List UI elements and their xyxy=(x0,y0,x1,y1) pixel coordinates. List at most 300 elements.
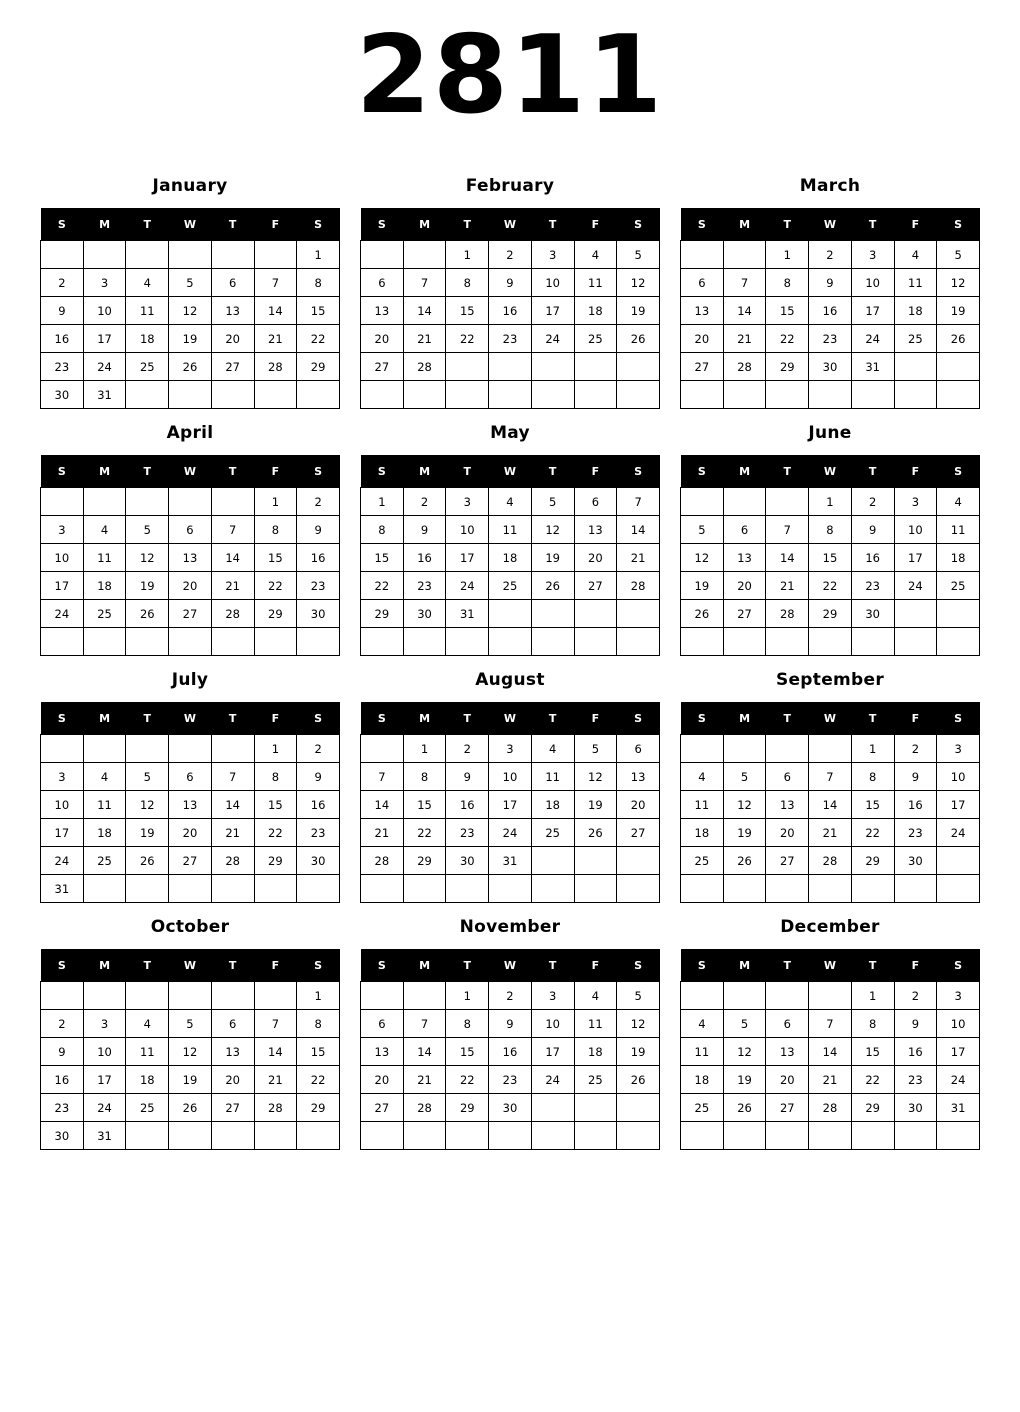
day-cell[interactable]: 7 xyxy=(809,1010,852,1038)
day-cell[interactable]: 4 xyxy=(126,1010,169,1038)
day-cell[interactable]: 3 xyxy=(489,735,532,763)
day-cell[interactable]: 31 xyxy=(41,875,84,903)
day-cell[interactable]: 19 xyxy=(169,1066,212,1094)
day-cell[interactable]: 14 xyxy=(403,297,446,325)
day-cell[interactable]: 16 xyxy=(809,297,852,325)
day-cell[interactable]: 23 xyxy=(894,819,937,847)
day-cell[interactable]: 26 xyxy=(169,1094,212,1122)
day-cell[interactable]: 30 xyxy=(41,1122,84,1150)
day-cell[interactable]: 24 xyxy=(83,1094,126,1122)
day-cell[interactable]: 9 xyxy=(41,1038,84,1066)
day-cell[interactable]: 5 xyxy=(126,763,169,791)
day-cell[interactable]: 9 xyxy=(809,269,852,297)
day-cell[interactable]: 17 xyxy=(894,544,937,572)
day-cell[interactable]: 25 xyxy=(574,325,617,353)
day-cell[interactable]: 10 xyxy=(531,269,574,297)
day-cell[interactable]: 28 xyxy=(403,1094,446,1122)
day-cell[interactable]: 6 xyxy=(617,735,660,763)
day-cell[interactable]: 8 xyxy=(809,516,852,544)
day-cell[interactable]: 29 xyxy=(851,847,894,875)
day-cell[interactable]: 24 xyxy=(531,1066,574,1094)
day-cell[interactable]: 18 xyxy=(894,297,937,325)
day-cell[interactable]: 17 xyxy=(83,1066,126,1094)
day-cell[interactable]: 19 xyxy=(681,572,724,600)
day-cell[interactable]: 26 xyxy=(681,600,724,628)
day-cell[interactable]: 30 xyxy=(809,353,852,381)
day-cell[interactable]: 7 xyxy=(403,1010,446,1038)
day-cell[interactable]: 26 xyxy=(617,325,660,353)
day-cell[interactable]: 5 xyxy=(723,763,766,791)
day-cell[interactable]: 14 xyxy=(361,791,404,819)
day-cell[interactable]: 21 xyxy=(809,819,852,847)
day-cell[interactable]: 10 xyxy=(531,1010,574,1038)
day-cell[interactable]: 8 xyxy=(297,1010,340,1038)
day-cell[interactable]: 25 xyxy=(489,572,532,600)
day-cell[interactable]: 2 xyxy=(41,1010,84,1038)
day-cell[interactable]: 27 xyxy=(211,1094,254,1122)
day-cell[interactable]: 22 xyxy=(851,819,894,847)
day-cell[interactable]: 13 xyxy=(211,297,254,325)
day-cell[interactable]: 12 xyxy=(723,1038,766,1066)
day-cell[interactable]: 14 xyxy=(211,791,254,819)
day-cell[interactable]: 6 xyxy=(169,763,212,791)
day-cell[interactable]: 4 xyxy=(681,1010,724,1038)
day-cell[interactable]: 22 xyxy=(851,1066,894,1094)
day-cell[interactable]: 17 xyxy=(41,572,84,600)
day-cell[interactable]: 31 xyxy=(83,1122,126,1150)
day-cell[interactable]: 16 xyxy=(297,791,340,819)
day-cell[interactable]: 24 xyxy=(894,572,937,600)
day-cell[interactable]: 14 xyxy=(403,1038,446,1066)
day-cell[interactable]: 13 xyxy=(361,297,404,325)
day-cell[interactable]: 2 xyxy=(446,735,489,763)
day-cell[interactable]: 24 xyxy=(531,325,574,353)
day-cell[interactable]: 9 xyxy=(446,763,489,791)
day-cell[interactable]: 24 xyxy=(937,1066,980,1094)
day-cell[interactable]: 26 xyxy=(723,1094,766,1122)
day-cell[interactable]: 22 xyxy=(446,325,489,353)
day-cell[interactable]: 28 xyxy=(766,600,809,628)
day-cell[interactable]: 11 xyxy=(937,516,980,544)
day-cell[interactable]: 14 xyxy=(809,1038,852,1066)
day-cell[interactable]: 16 xyxy=(894,1038,937,1066)
day-cell[interactable]: 9 xyxy=(41,297,84,325)
day-cell[interactable]: 24 xyxy=(83,353,126,381)
day-cell[interactable]: 21 xyxy=(617,544,660,572)
day-cell[interactable]: 18 xyxy=(126,1066,169,1094)
day-cell[interactable]: 20 xyxy=(211,1066,254,1094)
day-cell[interactable]: 19 xyxy=(617,297,660,325)
day-cell[interactable]: 25 xyxy=(126,353,169,381)
day-cell[interactable]: 19 xyxy=(126,572,169,600)
day-cell[interactable]: 15 xyxy=(766,297,809,325)
day-cell[interactable]: 5 xyxy=(723,1010,766,1038)
day-cell[interactable]: 16 xyxy=(297,544,340,572)
day-cell[interactable]: 16 xyxy=(489,297,532,325)
day-cell[interactable]: 26 xyxy=(574,819,617,847)
day-cell[interactable]: 9 xyxy=(894,763,937,791)
day-cell[interactable]: 13 xyxy=(766,791,809,819)
day-cell[interactable]: 21 xyxy=(766,572,809,600)
day-cell[interactable]: 10 xyxy=(446,516,489,544)
day-cell[interactable]: 22 xyxy=(297,1066,340,1094)
day-cell[interactable]: 2 xyxy=(403,488,446,516)
day-cell[interactable]: 19 xyxy=(574,791,617,819)
day-cell[interactable]: 5 xyxy=(126,516,169,544)
day-cell[interactable]: 12 xyxy=(681,544,724,572)
day-cell[interactable]: 13 xyxy=(681,297,724,325)
day-cell[interactable]: 3 xyxy=(41,516,84,544)
day-cell[interactable]: 28 xyxy=(211,847,254,875)
day-cell[interactable]: 20 xyxy=(766,1066,809,1094)
day-cell[interactable]: 1 xyxy=(766,241,809,269)
day-cell[interactable]: 4 xyxy=(681,763,724,791)
day-cell[interactable]: 29 xyxy=(254,847,297,875)
day-cell[interactable]: 21 xyxy=(211,819,254,847)
day-cell[interactable]: 27 xyxy=(617,819,660,847)
day-cell[interactable]: 6 xyxy=(361,269,404,297)
day-cell[interactable]: 18 xyxy=(574,1038,617,1066)
day-cell[interactable]: 27 xyxy=(169,847,212,875)
day-cell[interactable]: 6 xyxy=(766,763,809,791)
day-cell[interactable]: 14 xyxy=(211,544,254,572)
day-cell[interactable]: 22 xyxy=(254,819,297,847)
day-cell[interactable]: 12 xyxy=(169,1038,212,1066)
day-cell[interactable]: 7 xyxy=(254,1010,297,1038)
day-cell[interactable]: 12 xyxy=(937,269,980,297)
day-cell[interactable]: 22 xyxy=(403,819,446,847)
day-cell[interactable]: 13 xyxy=(169,791,212,819)
day-cell[interactable]: 6 xyxy=(681,269,724,297)
day-cell[interactable]: 18 xyxy=(681,1066,724,1094)
day-cell[interactable]: 26 xyxy=(531,572,574,600)
day-cell[interactable]: 19 xyxy=(617,1038,660,1066)
day-cell[interactable]: 1 xyxy=(403,735,446,763)
day-cell[interactable]: 4 xyxy=(894,241,937,269)
day-cell[interactable]: 31 xyxy=(83,381,126,409)
day-cell[interactable]: 5 xyxy=(169,1010,212,1038)
day-cell[interactable]: 17 xyxy=(446,544,489,572)
day-cell[interactable]: 6 xyxy=(211,1010,254,1038)
day-cell[interactable]: 17 xyxy=(41,819,84,847)
day-cell[interactable]: 12 xyxy=(574,763,617,791)
day-cell[interactable]: 20 xyxy=(361,325,404,353)
day-cell[interactable]: 11 xyxy=(894,269,937,297)
day-cell[interactable]: 25 xyxy=(894,325,937,353)
day-cell[interactable]: 9 xyxy=(403,516,446,544)
day-cell[interactable]: 5 xyxy=(617,241,660,269)
day-cell[interactable]: 21 xyxy=(403,325,446,353)
day-cell[interactable]: 30 xyxy=(41,381,84,409)
day-cell[interactable]: 1 xyxy=(851,982,894,1010)
day-cell[interactable]: 2 xyxy=(851,488,894,516)
day-cell[interactable]: 6 xyxy=(361,1010,404,1038)
day-cell[interactable]: 15 xyxy=(361,544,404,572)
day-cell[interactable]: 23 xyxy=(446,819,489,847)
day-cell[interactable]: 25 xyxy=(681,847,724,875)
day-cell[interactable]: 9 xyxy=(297,763,340,791)
day-cell[interactable]: 24 xyxy=(41,600,84,628)
day-cell[interactable]: 15 xyxy=(446,297,489,325)
day-cell[interactable]: 26 xyxy=(126,847,169,875)
day-cell[interactable]: 1 xyxy=(254,488,297,516)
day-cell[interactable]: 9 xyxy=(489,1010,532,1038)
day-cell[interactable]: 17 xyxy=(937,791,980,819)
day-cell[interactable]: 22 xyxy=(766,325,809,353)
day-cell[interactable]: 12 xyxy=(169,297,212,325)
day-cell[interactable]: 13 xyxy=(169,544,212,572)
day-cell[interactable]: 16 xyxy=(403,544,446,572)
day-cell[interactable]: 10 xyxy=(937,763,980,791)
day-cell[interactable]: 30 xyxy=(297,600,340,628)
day-cell[interactable]: 2 xyxy=(894,982,937,1010)
day-cell[interactable]: 23 xyxy=(851,572,894,600)
day-cell[interactable]: 29 xyxy=(446,1094,489,1122)
day-cell[interactable]: 25 xyxy=(531,819,574,847)
day-cell[interactable]: 31 xyxy=(489,847,532,875)
day-cell[interactable]: 29 xyxy=(297,353,340,381)
day-cell[interactable]: 29 xyxy=(809,600,852,628)
day-cell[interactable]: 1 xyxy=(254,735,297,763)
day-cell[interactable]: 17 xyxy=(531,297,574,325)
day-cell[interactable]: 15 xyxy=(851,1038,894,1066)
day-cell[interactable]: 9 xyxy=(489,269,532,297)
day-cell[interactable]: 21 xyxy=(403,1066,446,1094)
day-cell[interactable]: 28 xyxy=(254,353,297,381)
day-cell[interactable]: 12 xyxy=(531,516,574,544)
day-cell[interactable]: 18 xyxy=(937,544,980,572)
day-cell[interactable]: 21 xyxy=(254,1066,297,1094)
day-cell[interactable]: 10 xyxy=(83,1038,126,1066)
day-cell[interactable]: 4 xyxy=(574,982,617,1010)
day-cell[interactable]: 11 xyxy=(126,1038,169,1066)
day-cell[interactable]: 17 xyxy=(83,325,126,353)
day-cell[interactable]: 15 xyxy=(254,791,297,819)
day-cell[interactable]: 24 xyxy=(937,819,980,847)
day-cell[interactable]: 23 xyxy=(489,1066,532,1094)
day-cell[interactable]: 10 xyxy=(937,1010,980,1038)
day-cell[interactable]: 29 xyxy=(297,1094,340,1122)
day-cell[interactable]: 11 xyxy=(574,269,617,297)
day-cell[interactable]: 1 xyxy=(297,982,340,1010)
day-cell[interactable]: 7 xyxy=(723,269,766,297)
day-cell[interactable]: 7 xyxy=(211,763,254,791)
day-cell[interactable]: 19 xyxy=(723,1066,766,1094)
day-cell[interactable]: 21 xyxy=(361,819,404,847)
day-cell[interactable]: 29 xyxy=(851,1094,894,1122)
day-cell[interactable]: 2 xyxy=(489,982,532,1010)
day-cell[interactable]: 20 xyxy=(361,1066,404,1094)
day-cell[interactable]: 5 xyxy=(169,269,212,297)
day-cell[interactable]: 28 xyxy=(617,572,660,600)
day-cell[interactable]: 20 xyxy=(723,572,766,600)
day-cell[interactable]: 28 xyxy=(403,353,446,381)
day-cell[interactable]: 5 xyxy=(681,516,724,544)
day-cell[interactable]: 23 xyxy=(297,572,340,600)
day-cell[interactable]: 7 xyxy=(766,516,809,544)
day-cell[interactable]: 17 xyxy=(851,297,894,325)
day-cell[interactable]: 3 xyxy=(851,241,894,269)
day-cell[interactable]: 18 xyxy=(83,572,126,600)
day-cell[interactable]: 8 xyxy=(403,763,446,791)
day-cell[interactable]: 13 xyxy=(574,516,617,544)
day-cell[interactable]: 20 xyxy=(211,325,254,353)
day-cell[interactable]: 7 xyxy=(361,763,404,791)
day-cell[interactable]: 13 xyxy=(723,544,766,572)
day-cell[interactable]: 19 xyxy=(723,819,766,847)
day-cell[interactable]: 1 xyxy=(446,982,489,1010)
day-cell[interactable]: 10 xyxy=(489,763,532,791)
day-cell[interactable]: 23 xyxy=(41,1094,84,1122)
day-cell[interactable]: 27 xyxy=(681,353,724,381)
day-cell[interactable]: 15 xyxy=(297,1038,340,1066)
day-cell[interactable]: 26 xyxy=(723,847,766,875)
day-cell[interactable]: 25 xyxy=(681,1094,724,1122)
day-cell[interactable]: 22 xyxy=(446,1066,489,1094)
day-cell[interactable]: 2 xyxy=(894,735,937,763)
day-cell[interactable]: 29 xyxy=(766,353,809,381)
day-cell[interactable]: 8 xyxy=(766,269,809,297)
day-cell[interactable]: 3 xyxy=(83,269,126,297)
day-cell[interactable]: 9 xyxy=(851,516,894,544)
day-cell[interactable]: 29 xyxy=(403,847,446,875)
day-cell[interactable]: 4 xyxy=(83,763,126,791)
day-cell[interactable]: 16 xyxy=(41,1066,84,1094)
day-cell[interactable]: 18 xyxy=(489,544,532,572)
day-cell[interactable]: 7 xyxy=(403,269,446,297)
day-cell[interactable]: 17 xyxy=(489,791,532,819)
day-cell[interactable]: 11 xyxy=(531,763,574,791)
day-cell[interactable]: 1 xyxy=(446,241,489,269)
day-cell[interactable]: 27 xyxy=(766,847,809,875)
day-cell[interactable]: 3 xyxy=(531,982,574,1010)
day-cell[interactable]: 19 xyxy=(126,819,169,847)
day-cell[interactable]: 21 xyxy=(723,325,766,353)
day-cell[interactable]: 4 xyxy=(489,488,532,516)
day-cell[interactable]: 3 xyxy=(894,488,937,516)
day-cell[interactable]: 14 xyxy=(723,297,766,325)
day-cell[interactable]: 20 xyxy=(617,791,660,819)
day-cell[interactable]: 23 xyxy=(894,1066,937,1094)
day-cell[interactable]: 24 xyxy=(446,572,489,600)
day-cell[interactable]: 10 xyxy=(41,544,84,572)
day-cell[interactable]: 15 xyxy=(851,791,894,819)
day-cell[interactable]: 11 xyxy=(83,544,126,572)
day-cell[interactable]: 15 xyxy=(809,544,852,572)
day-cell[interactable]: 2 xyxy=(489,241,532,269)
day-cell[interactable]: 8 xyxy=(254,516,297,544)
day-cell[interactable]: 23 xyxy=(41,353,84,381)
day-cell[interactable]: 27 xyxy=(361,1094,404,1122)
day-cell[interactable]: 17 xyxy=(937,1038,980,1066)
day-cell[interactable]: 28 xyxy=(361,847,404,875)
day-cell[interactable]: 24 xyxy=(851,325,894,353)
day-cell[interactable]: 15 xyxy=(297,297,340,325)
day-cell[interactable]: 21 xyxy=(211,572,254,600)
day-cell[interactable]: 30 xyxy=(403,600,446,628)
day-cell[interactable]: 22 xyxy=(809,572,852,600)
day-cell[interactable]: 8 xyxy=(851,1010,894,1038)
day-cell[interactable]: 13 xyxy=(617,763,660,791)
day-cell[interactable]: 14 xyxy=(254,1038,297,1066)
day-cell[interactable]: 26 xyxy=(126,600,169,628)
day-cell[interactable]: 28 xyxy=(211,600,254,628)
day-cell[interactable]: 1 xyxy=(361,488,404,516)
day-cell[interactable]: 19 xyxy=(169,325,212,353)
day-cell[interactable]: 28 xyxy=(809,847,852,875)
day-cell[interactable]: 20 xyxy=(169,572,212,600)
day-cell[interactable]: 30 xyxy=(297,847,340,875)
day-cell[interactable]: 8 xyxy=(297,269,340,297)
day-cell[interactable]: 3 xyxy=(446,488,489,516)
day-cell[interactable]: 27 xyxy=(723,600,766,628)
day-cell[interactable]: 2 xyxy=(297,488,340,516)
day-cell[interactable]: 20 xyxy=(574,544,617,572)
day-cell[interactable]: 16 xyxy=(851,544,894,572)
day-cell[interactable]: 11 xyxy=(126,297,169,325)
day-cell[interactable]: 1 xyxy=(297,241,340,269)
day-cell[interactable]: 25 xyxy=(126,1094,169,1122)
day-cell[interactable]: 30 xyxy=(851,600,894,628)
day-cell[interactable]: 24 xyxy=(41,847,84,875)
day-cell[interactable]: 2 xyxy=(809,241,852,269)
day-cell[interactable]: 25 xyxy=(83,600,126,628)
day-cell[interactable]: 11 xyxy=(83,791,126,819)
day-cell[interactable]: 3 xyxy=(937,982,980,1010)
day-cell[interactable]: 15 xyxy=(254,544,297,572)
day-cell[interactable]: 12 xyxy=(617,269,660,297)
day-cell[interactable]: 16 xyxy=(446,791,489,819)
day-cell[interactable]: 10 xyxy=(41,791,84,819)
day-cell[interactable]: 12 xyxy=(126,544,169,572)
day-cell[interactable]: 4 xyxy=(937,488,980,516)
day-cell[interactable]: 12 xyxy=(126,791,169,819)
day-cell[interactable]: 22 xyxy=(297,325,340,353)
day-cell[interactable]: 31 xyxy=(937,1094,980,1122)
day-cell[interactable]: 18 xyxy=(83,819,126,847)
day-cell[interactable]: 6 xyxy=(211,269,254,297)
day-cell[interactable]: 4 xyxy=(574,241,617,269)
day-cell[interactable]: 27 xyxy=(766,1094,809,1122)
day-cell[interactable]: 15 xyxy=(403,791,446,819)
day-cell[interactable]: 16 xyxy=(41,325,84,353)
day-cell[interactable]: 23 xyxy=(297,819,340,847)
day-cell[interactable]: 14 xyxy=(766,544,809,572)
day-cell[interactable]: 12 xyxy=(723,791,766,819)
day-cell[interactable]: 15 xyxy=(446,1038,489,1066)
day-cell[interactable]: 11 xyxy=(489,516,532,544)
day-cell[interactable]: 22 xyxy=(361,572,404,600)
day-cell[interactable]: 3 xyxy=(531,241,574,269)
day-cell[interactable]: 20 xyxy=(766,819,809,847)
day-cell[interactable]: 3 xyxy=(41,763,84,791)
day-cell[interactable]: 25 xyxy=(937,572,980,600)
day-cell[interactable]: 10 xyxy=(894,516,937,544)
day-cell[interactable]: 12 xyxy=(617,1010,660,1038)
day-cell[interactable]: 30 xyxy=(894,1094,937,1122)
day-cell[interactable]: 20 xyxy=(169,819,212,847)
day-cell[interactable]: 27 xyxy=(361,353,404,381)
day-cell[interactable]: 31 xyxy=(446,600,489,628)
day-cell[interactable]: 7 xyxy=(254,269,297,297)
day-cell[interactable]: 8 xyxy=(446,269,489,297)
day-cell[interactable]: 17 xyxy=(531,1038,574,1066)
day-cell[interactable]: 10 xyxy=(851,269,894,297)
day-cell[interactable]: 9 xyxy=(297,516,340,544)
day-cell[interactable]: 7 xyxy=(617,488,660,516)
day-cell[interactable]: 7 xyxy=(211,516,254,544)
day-cell[interactable]: 8 xyxy=(254,763,297,791)
